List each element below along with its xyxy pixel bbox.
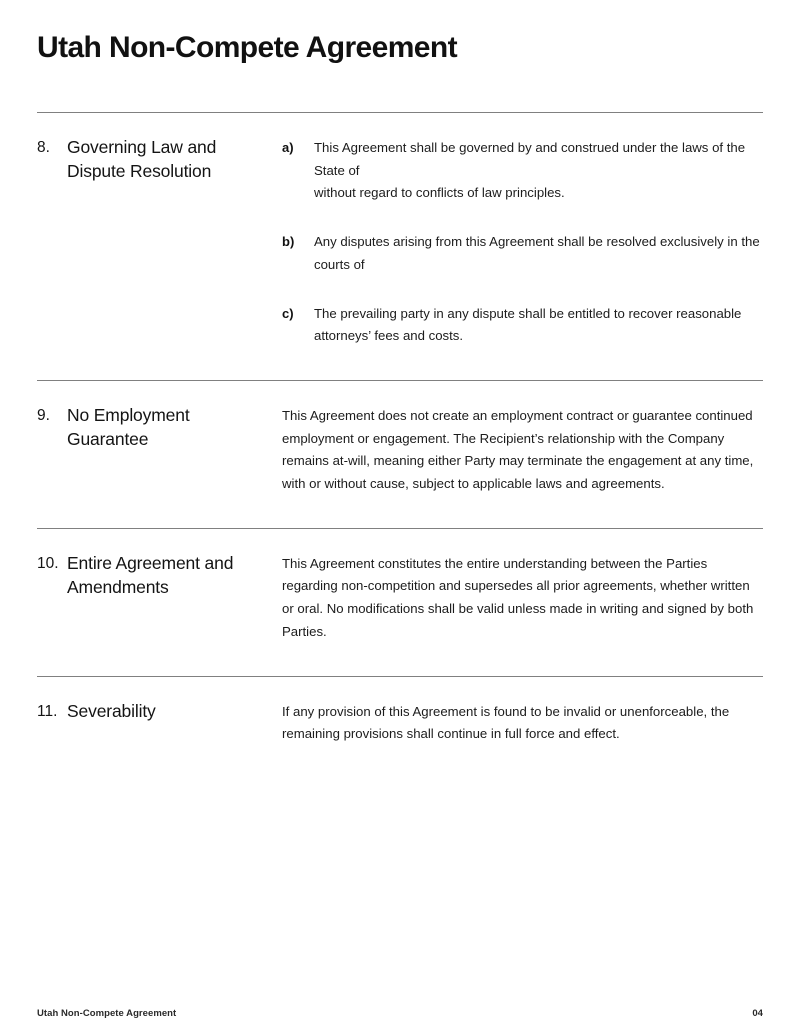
section-governing-law [37,112,763,358]
section-title: Governing Law and Dispute Resolution [67,137,217,182]
list-item-line: This Agreement shall be governed by and construed under the laws of the State of [314,140,746,178]
section-heading [37,551,282,599]
footer-page-number: 04 [752,1008,763,1019]
lettered-list [282,137,763,348]
list-item [282,231,763,276]
section-heading [37,403,282,451]
page-content [37,0,763,756]
section-paragraph: This Agreement constitutes the entire understanding between the Parties regarding non-competition and supersedes all prior agreements, whether written or oral. No modifications shall be valid unless made in writing and signed by both Parties. [282,555,754,639]
list-item-text [314,231,763,276]
section-no-employment-guarantee [37,380,763,506]
section-number: 10. [37,554,59,572]
section-body [282,699,763,746]
section-entire-agreement [37,528,763,654]
section-title: Severability [67,700,156,721]
section-body [282,403,763,496]
list-item-text [314,137,763,205]
section-severability [37,676,763,756]
footer-document-title: Utah Non-Compete Agreement [37,1008,177,1019]
section-title: No Employment Guarantee [67,404,190,450]
list-item-line: without regard to conflicts of law principles. [314,185,565,201]
list-item [282,137,763,205]
list-item-text [314,303,763,348]
section-body [282,135,763,348]
section-number: 11. [37,702,58,720]
section-paragraph: If any provision of this Agreement is found to be invalid or unenforceable, the remaining provisions shall continue in full force and effect. [282,703,730,742]
section-title: Entire Agreement and Amendments [67,552,234,597]
section-body [282,551,763,644]
list-marker: c) [282,305,294,321]
section-heading [37,699,282,724]
list-marker: b) [282,234,295,250]
section-heading [37,135,282,183]
list-marker: a) [282,140,294,155]
list-item [282,303,763,348]
page-footer [37,1008,763,1019]
page-title: Utah Non-Compete Agreement [37,31,457,64]
list-item-line: The prevailing party in any dispute shall be entitled to recover reasonable attorneys’ fees and costs. [314,305,742,344]
section-paragraph: This Agreement does not create an employment contract or guarantee continued employment or engagement. The Recipient’s relationship with the Company remains at-will, meaning either Party may terminate the engagement at any time, with or without cause, subject to applicable laws and agreements. [282,407,754,492]
section-number: 9. [37,406,50,424]
sections-list [37,112,763,756]
section-number: 8. [37,139,50,156]
list-item-line: Any disputes arising from this Agreement shall be resolved exclusively in the courts of [314,234,760,272]
